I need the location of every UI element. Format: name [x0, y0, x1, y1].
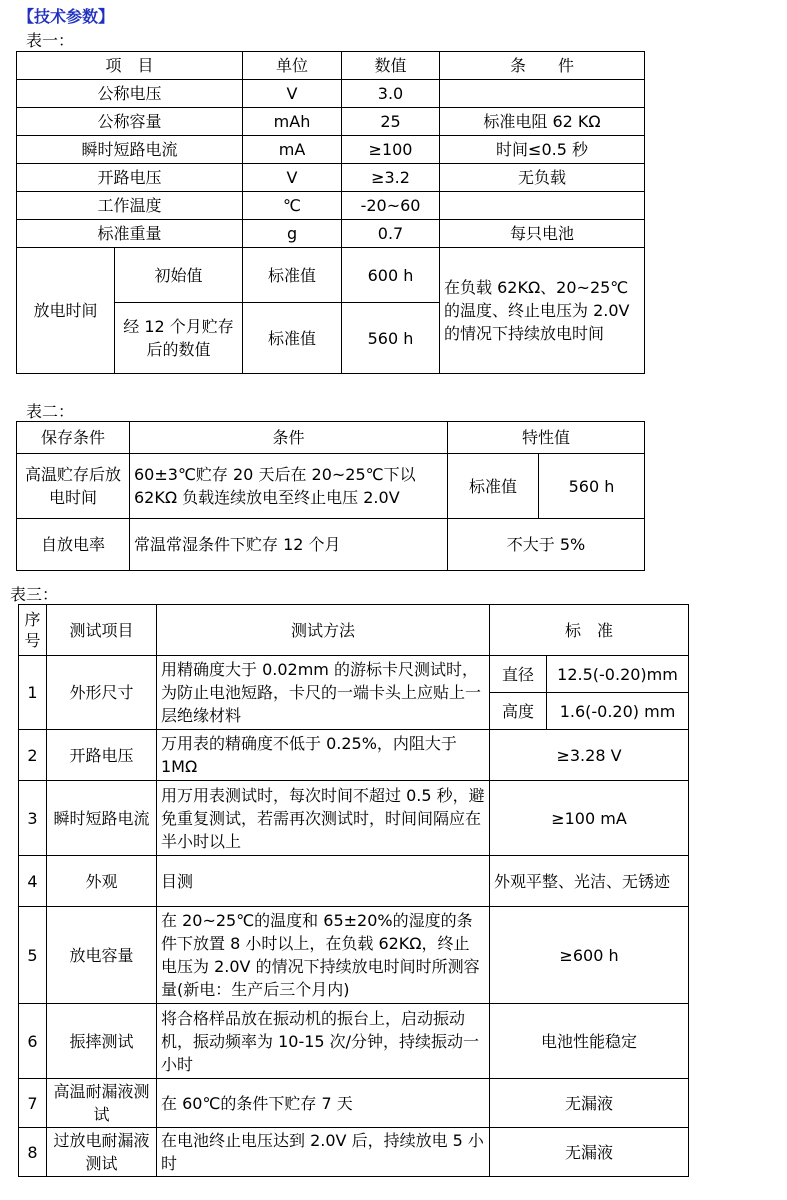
test-item: 开路电压 [47, 730, 157, 781]
test-method: 在 20~25℃的温度和 65±20%的湿度的条件下放置 8 小时以上，在负载 62KΩ，终止电压为 2.0V 的情况下持续放电时间时所测容量(新电：生产后三个月内) [157, 907, 490, 1004]
table-cell: 600 h [342, 248, 440, 303]
header-cell: 标 准 [490, 605, 689, 656]
header-cell: 测试项目 [47, 605, 157, 656]
std-label: 标准值 [243, 248, 342, 303]
test-method: 用精确度大于 0.02mm 的游标卡尺测试时，为防止电池短路，卡尺的一端卡头上应贴上一层绝缘材料 [157, 656, 490, 730]
table-cell: 高温贮存后放电时间 [17, 454, 130, 519]
test-item: 放电容量 [47, 907, 157, 1004]
header-cell: 单位 [243, 52, 342, 80]
table-cell: 时间≤0.5 秒 [440, 136, 645, 164]
table-cell: -20~60 [342, 192, 440, 220]
test-item: 振摔测试 [47, 1004, 157, 1079]
table1 [16, 51, 645, 374]
table-cell: 公称容量 [17, 108, 243, 136]
table-cell: 常温常湿条件下贮存 12 个月 [130, 519, 448, 571]
header-cell: 数值 [342, 52, 440, 80]
table-row [19, 907, 689, 1004]
table-row [19, 1079, 689, 1128]
table-row [17, 248, 645, 303]
row-number: 6 [19, 1004, 47, 1079]
table3-caption: 表三： [10, 585, 59, 604]
table-row [17, 422, 645, 454]
test-method: 目测 [157, 856, 490, 907]
header-cell: 保存条件 [17, 422, 130, 454]
table1-caption: 表一： [26, 31, 75, 50]
table-cell: 560 h [539, 454, 645, 519]
row-number: 3 [19, 781, 47, 856]
table-cell: 开路电压 [17, 164, 243, 192]
table-cell: 无负载 [440, 164, 645, 192]
standard-cell: ≥600 h [490, 907, 689, 1004]
table-row [17, 192, 645, 220]
table-cell: 自放电率 [17, 519, 130, 571]
table-cell: 25 [342, 108, 440, 136]
discharge-label: 放电时间 [17, 248, 115, 374]
table-cell [440, 80, 645, 108]
table-cell: ℃ [243, 192, 342, 220]
table-cell: 不大于 5% [448, 519, 645, 571]
standard-cell: 外观平整、光洁、无锈迹 [490, 856, 689, 907]
row-number: 1 [19, 656, 47, 730]
table-cell: 标准电阻 62 KΩ [440, 108, 645, 136]
test-item: 外观 [47, 856, 157, 907]
header-cell: 序号 [19, 605, 47, 656]
standard-cell: 电池性能稳定 [490, 1004, 689, 1079]
table-row [19, 856, 689, 907]
table-cell: 瞬时短路电流 [17, 136, 243, 164]
table-row [17, 80, 645, 108]
table-cell: ≥100 [342, 136, 440, 164]
test-item: 高温耐漏液测试 [47, 1079, 157, 1128]
table-cell: 直径 [490, 656, 547, 693]
table-row [17, 52, 645, 80]
test-item: 瞬时短路电流 [47, 781, 157, 856]
test-method: 万用表的精确度不低于 0.25%，内阻大于 1MΩ [157, 730, 490, 781]
table-cell: 0.7 [342, 220, 440, 248]
table2-caption: 表二： [26, 402, 75, 421]
table-cell: 标准值 [448, 454, 539, 519]
row-number: 4 [19, 856, 47, 907]
header-cell: 项 目 [17, 52, 243, 80]
table-row [17, 164, 645, 192]
standard-cell: ≥3.28 V [490, 730, 689, 781]
header-cell: 测试方法 [157, 605, 490, 656]
row-number: 5 [19, 907, 47, 1004]
initial-label: 初始值 [115, 248, 243, 303]
standard-cell: 无漏液 [490, 1128, 689, 1177]
table-cell: 标准重量 [17, 220, 243, 248]
table-cell: 每只电池 [440, 220, 645, 248]
row-number: 8 [19, 1128, 47, 1177]
table-cell: 60±3℃贮存 20 天后在 20~25℃下以 62KΩ 负载连续放电至终止电压 2.0V [130, 454, 448, 519]
test-method: 用万用表测试时，每次时间不超过 0.5 秒，避免重复测试，若需再次测试时，时间间隔应在半小时以上 [157, 781, 490, 856]
table-cell: 1.6(-0.20) mm [547, 693, 689, 730]
test-method: 将合格样品放在振动机的振台上，启动振动机，振动频率为 10-15 次/分钟，持续振动一小时 [157, 1004, 490, 1079]
standard-cell: 无漏液 [490, 1079, 689, 1128]
header-cell: 条 件 [440, 52, 645, 80]
table-cell: 公称电压 [17, 80, 243, 108]
table-row [19, 656, 689, 693]
header-cell: 特性值 [448, 422, 645, 454]
table-row [19, 1128, 689, 1177]
table-row [17, 220, 645, 248]
table-cell: V [243, 164, 342, 192]
table3 [18, 604, 689, 1177]
row-number: 2 [19, 730, 47, 781]
row-number: 7 [19, 1079, 47, 1128]
table-row [17, 519, 645, 571]
table-row [19, 605, 689, 656]
table-cell: mAh [243, 108, 342, 136]
table-cell: 工作温度 [17, 192, 243, 220]
discharge-condition: 在负载 62KΩ、20~25℃的温度、终止电压为 2.0V 的情况下持续放电时间 [440, 248, 645, 374]
stored-label: 经 12 个月贮存后的数值 [115, 303, 243, 374]
standard-cell: ≥100 mA [490, 781, 689, 856]
table-cell: V [243, 80, 342, 108]
table2 [16, 421, 645, 571]
table-cell: 560 h [342, 303, 440, 374]
test-method: 在电池终止电压达到 2.0V 后，持续放电 5 小时 [157, 1128, 490, 1177]
table-row [17, 108, 645, 136]
table-row [17, 454, 645, 519]
table-row [19, 781, 689, 856]
test-item: 外形尺寸 [47, 656, 157, 730]
table-cell: 3.0 [342, 80, 440, 108]
table-cell: ≥3.2 [342, 164, 440, 192]
test-item: 过放电耐漏液测试 [47, 1128, 157, 1177]
table-row [19, 1004, 689, 1079]
table-row [19, 730, 689, 781]
table-cell: 高度 [490, 693, 547, 730]
table-row [17, 136, 645, 164]
table-cell: mA [243, 136, 342, 164]
header-cell: 条件 [130, 422, 448, 454]
std-label: 标准值 [243, 303, 342, 374]
table-cell [440, 192, 645, 220]
table-cell: 12.5(-0.20)mm [547, 656, 689, 693]
table-cell: g [243, 220, 342, 248]
test-method: 在 60℃的条件下贮存 7 天 [157, 1079, 490, 1128]
section-heading: 【技术参数】 [18, 7, 115, 26]
